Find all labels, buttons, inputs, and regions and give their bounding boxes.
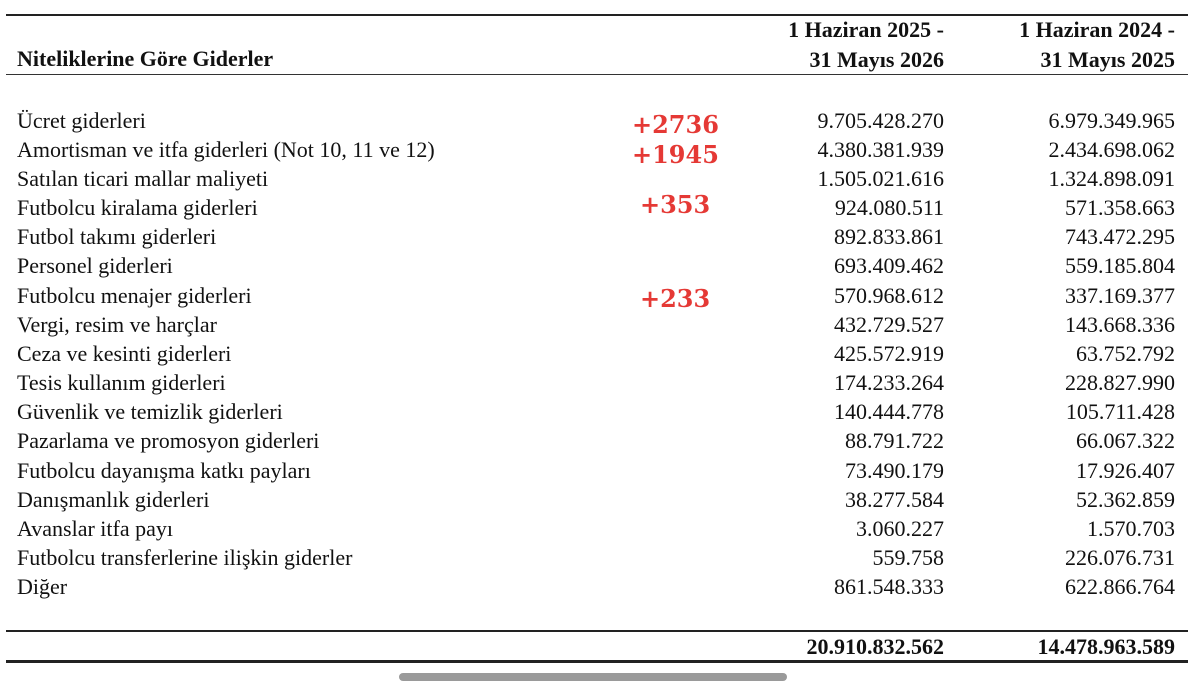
row-label: Futbolcu transferlerine ilişkin giderler — [17, 545, 353, 570]
table-row — [0, 426, 1200, 455]
annotation-amortisman: +1945 — [632, 140, 719, 169]
row-label: Diğer — [17, 574, 68, 599]
row-value-2026: 140.444.778 — [834, 399, 944, 424]
row-value-2025: 1.570.703 — [1087, 516, 1175, 541]
total-bottom-rule — [6, 660, 1188, 663]
row-label: Futbolcu dayanışma katkı payları — [17, 458, 311, 483]
row-label: Futbolcu kiralama giderleri — [17, 195, 258, 220]
table-row — [0, 106, 1200, 135]
table-row — [0, 193, 1200, 222]
row-value-2026: 570.968.612 — [834, 283, 944, 308]
row-value-2026: 1.505.021.616 — [817, 166, 944, 191]
total-2025: 14.478.963.589 — [1037, 634, 1175, 659]
row-value-2026: 559.758 — [872, 545, 944, 570]
row-label: Futbolcu menajer giderleri — [17, 283, 252, 308]
row-value-2026: 892.833.861 — [834, 224, 944, 249]
annotation-menajer: +233 — [640, 284, 711, 313]
table-title: Niteliklerine Göre Giderler — [17, 46, 274, 71]
row-value-2025: 571.358.663 — [1065, 195, 1175, 220]
table-row — [0, 397, 1200, 426]
row-label: Personel giderleri — [17, 253, 173, 278]
row-value-2025: 743.472.295 — [1065, 224, 1175, 249]
column-header-2025 — [955, 15, 1175, 75]
row-value-2026: 174.233.264 — [834, 370, 944, 395]
column-header-2026-line2: 31 Mayıs 2026 — [809, 47, 944, 72]
annotation-kiralama: +353 — [640, 190, 711, 219]
row-label: Satılan ticari mallar maliyeti — [17, 166, 269, 191]
total-2026: 20.910.832.562 — [806, 634, 944, 659]
row-label: Ceza ve kesinti giderleri — [17, 341, 232, 366]
row-value-2025: 17.926.407 — [1076, 458, 1175, 483]
row-label: Amortisman ve itfa giderleri (Not 10, 11 ve 12) — [17, 137, 435, 162]
row-value-2025: 337.169.377 — [1065, 283, 1175, 308]
row-value-2026: 88.791.722 — [845, 428, 944, 453]
row-value-2025: 559.185.804 — [1065, 253, 1175, 278]
row-value-2025: 622.866.764 — [1065, 574, 1175, 599]
row-value-2026: 73.490.179 — [845, 458, 944, 483]
row-value-2026: 432.729.527 — [834, 312, 944, 337]
row-value-2025: 63.752.792 — [1076, 341, 1175, 366]
column-header-2025-line1: 1 Haziran 2024 - — [1019, 17, 1175, 42]
row-label: Tesis kullanım giderleri — [17, 370, 226, 395]
table-row — [0, 310, 1200, 339]
row-value-2026: 38.277.584 — [845, 487, 944, 512]
row-value-2025: 226.076.731 — [1065, 545, 1175, 570]
column-header-2025-line2: 31 Mayıs 2025 — [1040, 47, 1175, 72]
row-value-2025: 143.668.336 — [1065, 312, 1175, 337]
row-value-2026: 9.705.428.270 — [817, 108, 944, 133]
row-value-2026: 861.548.333 — [834, 574, 944, 599]
row-label: Vergi, resim ve harçlar — [17, 312, 217, 337]
table-row — [0, 514, 1200, 543]
header-rule — [6, 74, 1188, 75]
table-row — [0, 456, 1200, 485]
horizontal-scrollbar[interactable] — [399, 673, 787, 681]
column-header-2026 — [724, 15, 944, 75]
row-value-2025: 66.067.322 — [1076, 428, 1175, 453]
column-header-2026-line1: 1 Haziran 2025 - — [788, 17, 944, 42]
row-value-2026: 3.060.227 — [856, 516, 944, 541]
row-value-2026: 4.380.381.939 — [817, 137, 944, 162]
table-row — [0, 222, 1200, 251]
row-value-2025: 228.827.990 — [1065, 370, 1175, 395]
row-label: Avanslar itfa payı — [17, 516, 173, 541]
row-value-2025: 2.434.698.062 — [1048, 137, 1175, 162]
row-value-2025: 105.711.428 — [1065, 399, 1175, 424]
table-row — [0, 164, 1200, 193]
row-label: Futbol takımı giderleri — [17, 224, 217, 249]
table-row — [0, 543, 1200, 572]
row-label: Pazarlama ve promosyon giderleri — [17, 428, 320, 453]
row-value-2026: 924.080.511 — [834, 195, 944, 220]
total-top-rule — [6, 630, 1188, 632]
table-row — [0, 251, 1200, 280]
row-label: Ücret giderleri — [17, 108, 146, 133]
table-row — [0, 572, 1200, 601]
row-label: Güvenlik ve temizlik giderleri — [17, 399, 283, 424]
table-row — [0, 368, 1200, 397]
row-value-2026: 425.572.919 — [834, 341, 944, 366]
annotation-ucret: +2736 — [632, 110, 719, 139]
table-row — [0, 339, 1200, 368]
row-value-2025: 6.979.349.965 — [1048, 108, 1175, 133]
row-label: Danışmanlık giderleri — [17, 487, 210, 512]
row-value-2025: 1.324.898.091 — [1048, 166, 1175, 191]
table-row — [0, 281, 1200, 310]
row-value-2025: 52.362.859 — [1076, 487, 1175, 512]
table-row — [0, 485, 1200, 514]
table-row — [0, 135, 1200, 164]
row-value-2026: 693.409.462 — [834, 253, 944, 278]
